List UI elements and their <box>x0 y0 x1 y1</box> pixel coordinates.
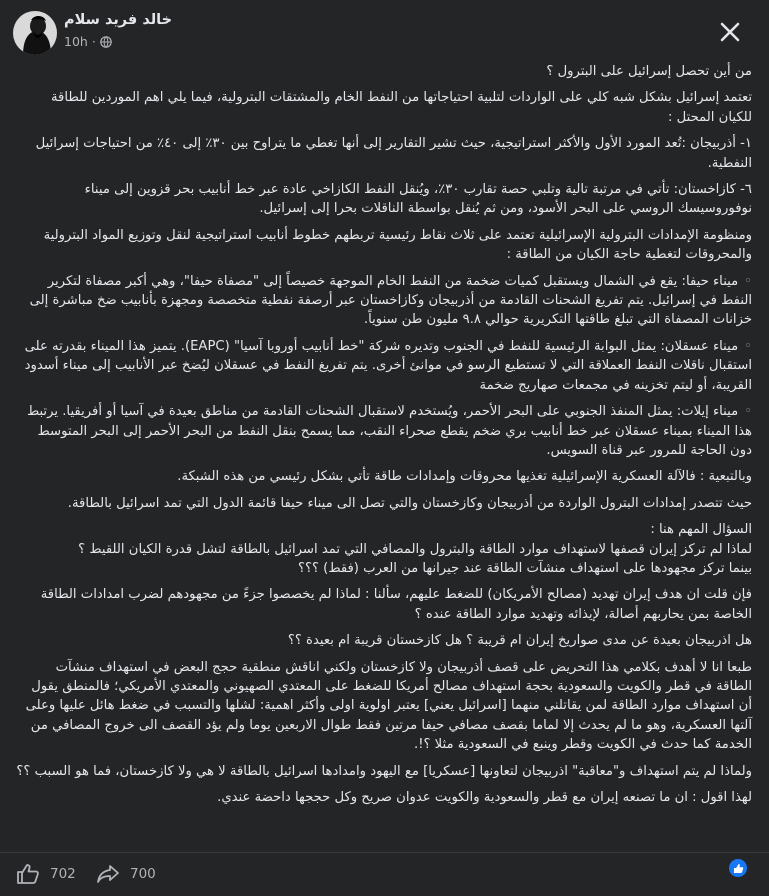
close-icon <box>719 21 741 43</box>
supplier-azerbaijan: ١- أذربيجان :تُعد المورد الأول والأكثر استراتيجية، حيث تشير التقارير إلى أنها تغطي ما يتراوح بين ٣٠٪ إلى ٤٠٪ من احتياجات إسرائيل النفطية. <box>35 136 752 171</box>
like-count: 702 <box>50 866 76 882</box>
post-intro: تعتمد إسرائيل بشكل شبه كلي على الواردات لتلبية احتياجاتها من النفط الخام والمشتقات البترولية، فيما يلي اهم الموردين للطاقة للكيان المحتل : <box>50 90 752 125</box>
bullet-icon: ◦ <box>744 404 752 420</box>
post-time[interactable]: 10h <box>64 34 88 49</box>
bullet-icon: ◦ <box>744 338 752 354</box>
post-header <box>0 0 769 62</box>
bullet-icon: ◦ <box>744 273 752 289</box>
post-meta: 10h · <box>64 34 112 49</box>
post-body <box>0 62 769 852</box>
military-paragraph: وبالتبعية : فالآلة العسكرية الإسرائيلية تغذيها محروقات وإمدادات طاقة تأتي بشكل رئيسي من هذه الشبكة. <box>177 469 752 485</box>
share-count: 700 <box>130 866 156 882</box>
question-line-1: لماذا لم تركز إيران قصفها لاستهداف موارد الطاقة والبترول والمصافي التي تمد اسرائيل بالطاقة لتشل قدرة الكيان اللقيط ؟ <box>78 541 752 557</box>
port-eilat-text: ميناء إيلات: يمثل المنفذ الجنوبي على البحر الأحمر، ويُستخدم لاستقبال الشحنات القادمة من مناطق بعيدة في آسيا أو أفريقيا. يرتبط هذا الميناء بميناء عسقلان عبر خط أنابيب بري ضخم يقطع صحراء النقب، مما يسمح بنقل النفط من البحر الأحمر إلى البحر المتوسط دون الحاجة للمرور عبر قناة السويس. <box>26 404 752 458</box>
analysis-paragraph: طبعا انا لا أهدف بكلامي هذا التحريض على قصف أذربيجان ولا كازخستان ولكني اناقش منطقية حجج البعض في استهداف منشآت الطاقة في قطر والكويت والسعودية بحجة استهداف مصالح أمريكا للضغط على المعتدي الصهيوني والمعتدي الأمريكي؛ فالمنطق يقول أن استهداف موارد الطاقة لمن يقاتلني منهما [اسرائيل يعني] يعتبر اولوية اولى وأكثر اهمية: لشلها والتسبب في ضغط هائل عليها وعلى آلتها العسكرية، وهو ما لم يحدث إلا لماما بقصف مصافي حيفا مرتين فقط طوال الاربعين يوما ولم يؤد القصف الى خروج المصافي من الخدمة كما حدث في الكويت وقطر وينبع في السعودية مثلا ؟!. <box>25 659 752 753</box>
conclusion-paragraph: لهذا اقول : ان ما تصنعه إيران مع قطر والسعودية والكويت عدوان صريح وكل حججها داحضة عندي. <box>217 790 752 805</box>
us-interests-paragraph: فإن قلت ان هدف إيران تهديد (مصالح الأمريكان) للضغط عليهم، سألنا : لماذا لم يخصصوا جزءً من مجهودهم لضرب امدادات الطاقة الخاصة بمن يحاربهم أصالة، لإيذائه وتهديد موارد الطاقة عنده ؟ <box>40 587 752 622</box>
post-title: من أين تحصل إسرائيل على البترول ؟ <box>546 64 752 79</box>
like-badge-icon[interactable] <box>729 859 747 877</box>
distance-question: هل اذربيجان بعيدة عن مدى صواريخ إيران ام قريبة ؟ هل كازخستان قريبة ام بعيدة ؟؟ <box>287 633 752 649</box>
share-count-button[interactable] <box>96 863 156 885</box>
question-block <box>16 520 752 578</box>
share-icon <box>96 863 120 885</box>
supplier-kazakhstan: ٦- كازاخستان: تأتي في مرتبة تالية وتلبي حصة تقارب ٣٠٪، ويُنقل النفط الكازاخي عادة عبر خط أنابيب بحر قزوين إلى ميناء نوفوروسيسك الروسي على البحر الأسود، ومن ثم يُنقل بواسطة الناقلات بحرا إلى إسرائيل. <box>84 182 752 217</box>
port-ashkelon-text: ميناء عسقلان: يمثل البوابة الرئيسية للنفط في الجنوب وتديره شركة "خط أنابيب أوروبا آسيا" (EAPC). يتميز هذا الميناء بقدرته على استقبال ناقلات النفط العملاقة التي لا تستطيع الرسو في موانئ أخرى. يتم تفريغ النفط في عسقلان ليُضخ عبر الأنابيب إلى ميناء أسدود القريبة، أو ليتم تخزينه في مجمعات صهاريج ضخمة <box>24 338 752 393</box>
question-heading: السؤال المهم هنا : <box>650 522 752 538</box>
azerbaijan-question: ولماذا لم يتم استهداف و"معاقبة" اذربيجان لتعاونها [عسكريا] مع اليهود وامدادها اسرائيل بالطاقة لا هي ولا كازخستان، فما هو السبب ؟؟ <box>16 763 752 779</box>
avatar[interactable] <box>13 11 57 55</box>
question-line-2: بينما تركز مجهودها على استهداف منشآت الطاقة عند جيرانها من العرب (فقط) ؟؟؟ <box>297 560 752 576</box>
port-haifa-text: ميناء حيفا: يقع في الشمال ويستقبل كميات ضخمة من النفط الخام الموجهة خصيصاً إلى "مصفاة حيفا"، وهي أكبر مصفاة لتكرير النفط في إسرائيل. يتم تفريغ الشحنات القادمة من أذربيجان وكازاخستان عبر أرصفة نفطية متخصصة ومجهزة بأنابيب ضخ مباشرة إلى خزانات المصفاة التي تبلغ طاقتها التكريرية حوالي ٩.٨ مليون طن سنوياً. <box>29 273 752 328</box>
like-icon <box>16 863 40 885</box>
close-button[interactable] <box>712 14 748 50</box>
author-name[interactable]: خالد فريد سلام <box>64 12 173 28</box>
haifa-paragraph: حيث تتصدر إمدادات البترول الواردة من أذربيجان وكازخستان والتي تصل الى ميناء حيفا قائمة الدول التي تمد اسرائيل بالطاقة. <box>67 495 752 511</box>
port-haifa <box>16 272 752 330</box>
globe-icon <box>100 36 112 48</box>
like-count-button[interactable] <box>16 863 76 885</box>
port-ashkelon <box>16 337 752 395</box>
port-eilat <box>16 402 752 460</box>
post-footer <box>0 852 769 896</box>
infrastructure-paragraph: ومنظومة الإمدادات البترولية الإسرائيلية تعتمد على ثلاث نقاط رئيسية تربطهم خطوط أنابيب استراتيجية لنقل وتوزيع المواد البترولية والمحروقات لتغطية حاجة الكيان من الطاقة : <box>43 227 752 263</box>
